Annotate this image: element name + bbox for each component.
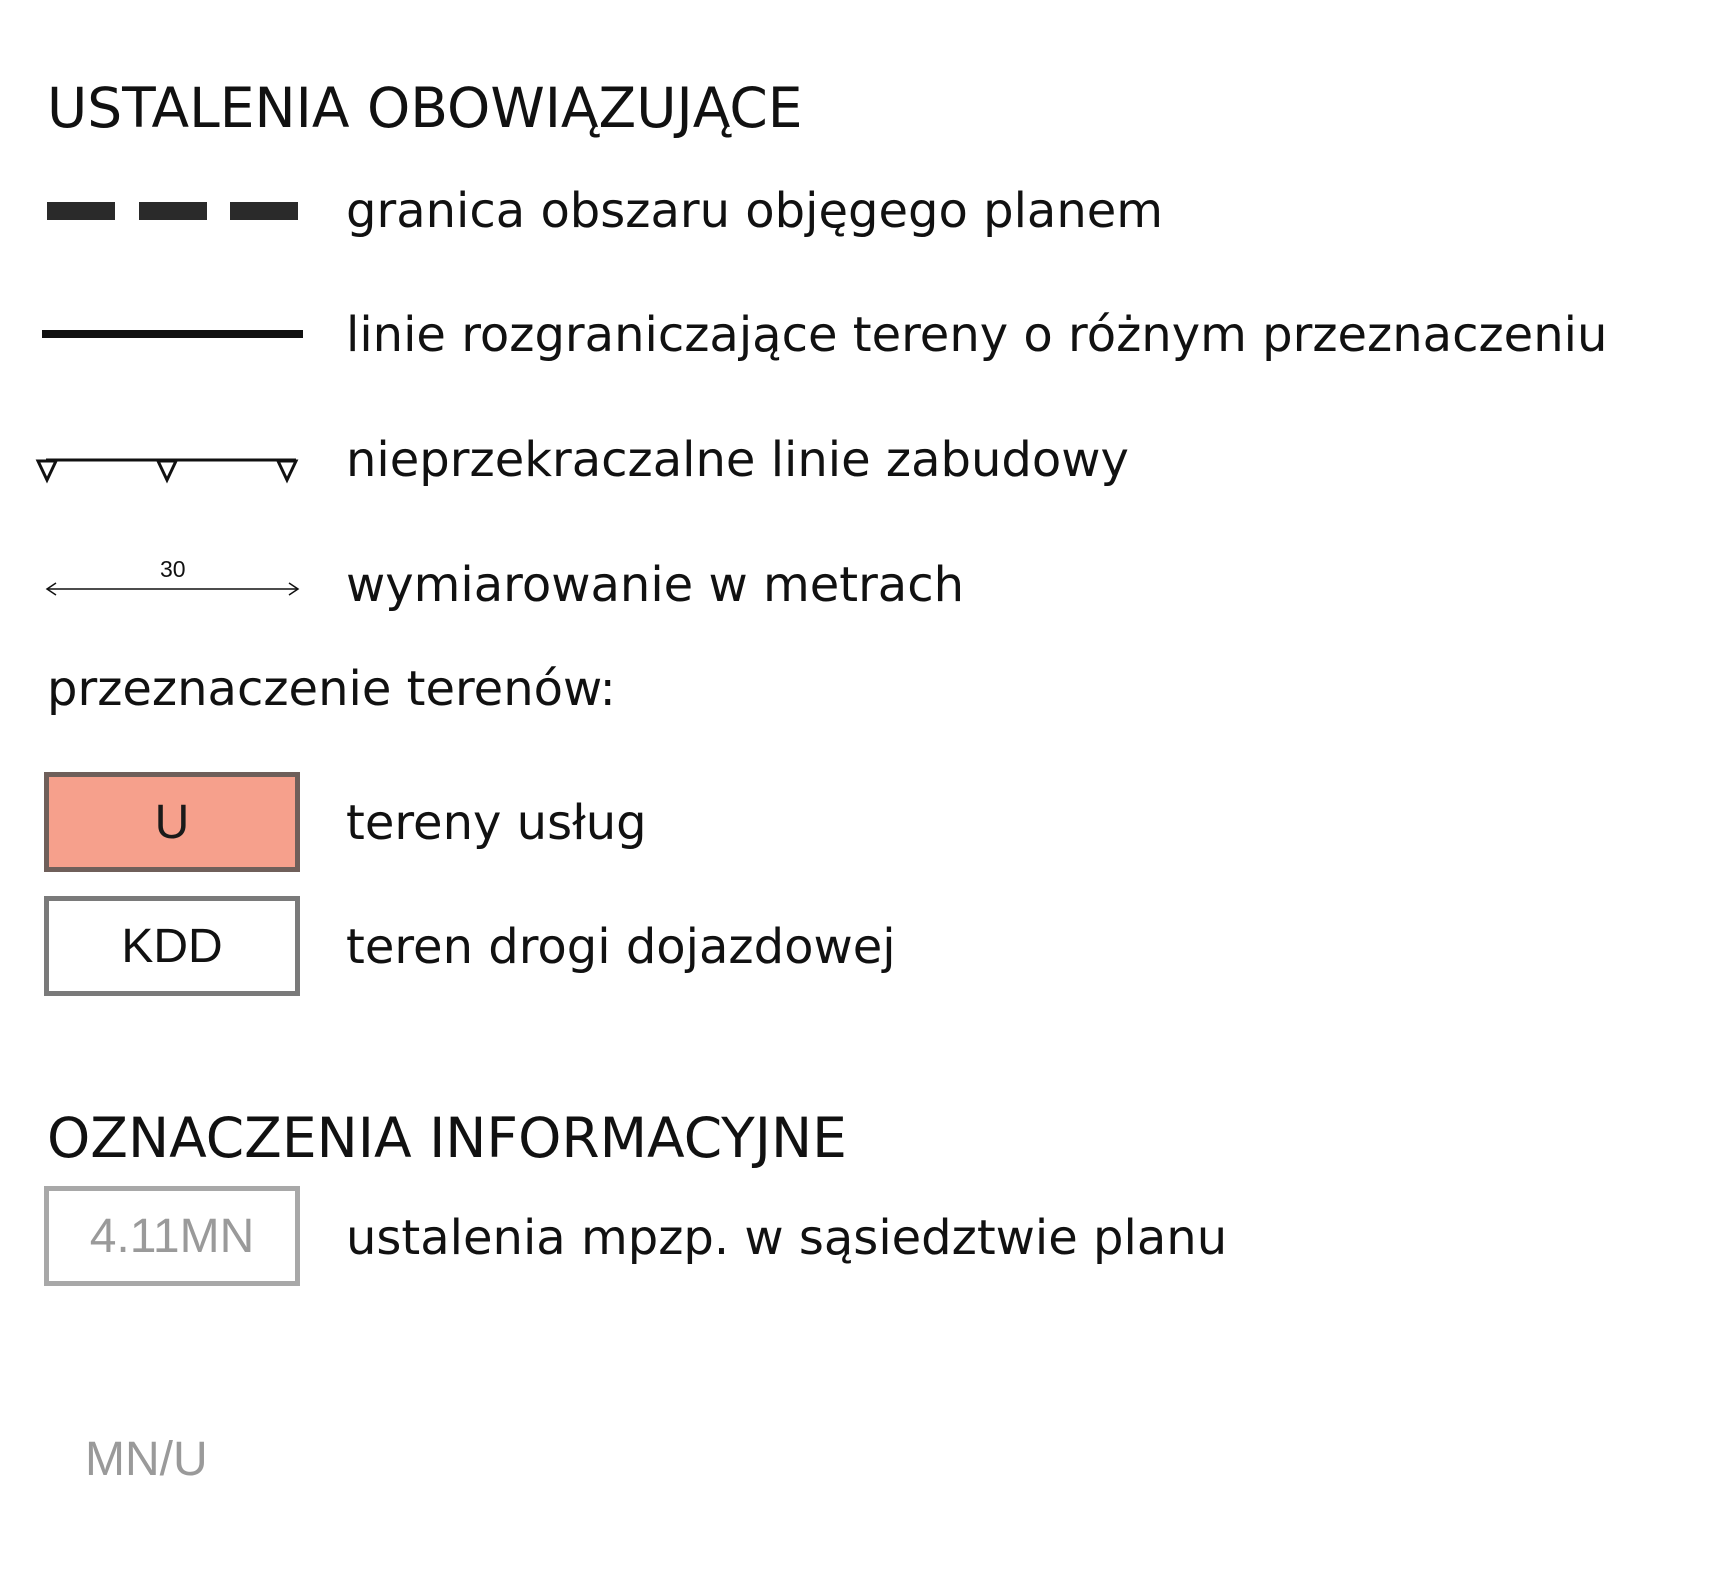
land-use-swatch-kdd [44, 896, 300, 996]
legend-item-label-dividing-lines: linie rozgraniczające tereny o różnym przeznaczeniu [346, 307, 1608, 363]
info-label-adjacent-plans: ustalenia mpzp. w sąsiedztwie planu [346, 1210, 1228, 1266]
info-code: 4.11MN [89, 1209, 255, 1263]
land-use-swatch-u [44, 772, 300, 872]
dimension-value: 30 [160, 556, 186, 582]
land-use-code-u: U [154, 795, 190, 849]
legend-item-label-boundary: granica obszaru objęgego planem [346, 183, 1164, 239]
section-heading-informational: OZNACZENIA INFORMACYJNE [47, 1106, 847, 1170]
land-use-label-access-road: teren drogi dojazdowej [346, 919, 896, 975]
building-line-symbol [30, 448, 310, 488]
section-heading-mandatory: USTALENIA OBOWIĄZUJĄCE [47, 76, 803, 140]
land-use-label-services: tereny usług [346, 795, 647, 851]
solid-line-symbol [40, 328, 306, 340]
legend-item-label-building-lines: nieprzekraczalne linie zabudowy [346, 432, 1129, 488]
dashed-line-symbol [44, 200, 304, 222]
legend-item-label-dimensions: wymiarowanie w metrach [346, 557, 965, 613]
land-use-code-kdd: KDD [121, 919, 223, 973]
info-swatch [44, 1186, 300, 1286]
land-use-heading: przeznaczenie terenów: [47, 661, 616, 717]
corner-label: MN/U [85, 1433, 208, 1486]
